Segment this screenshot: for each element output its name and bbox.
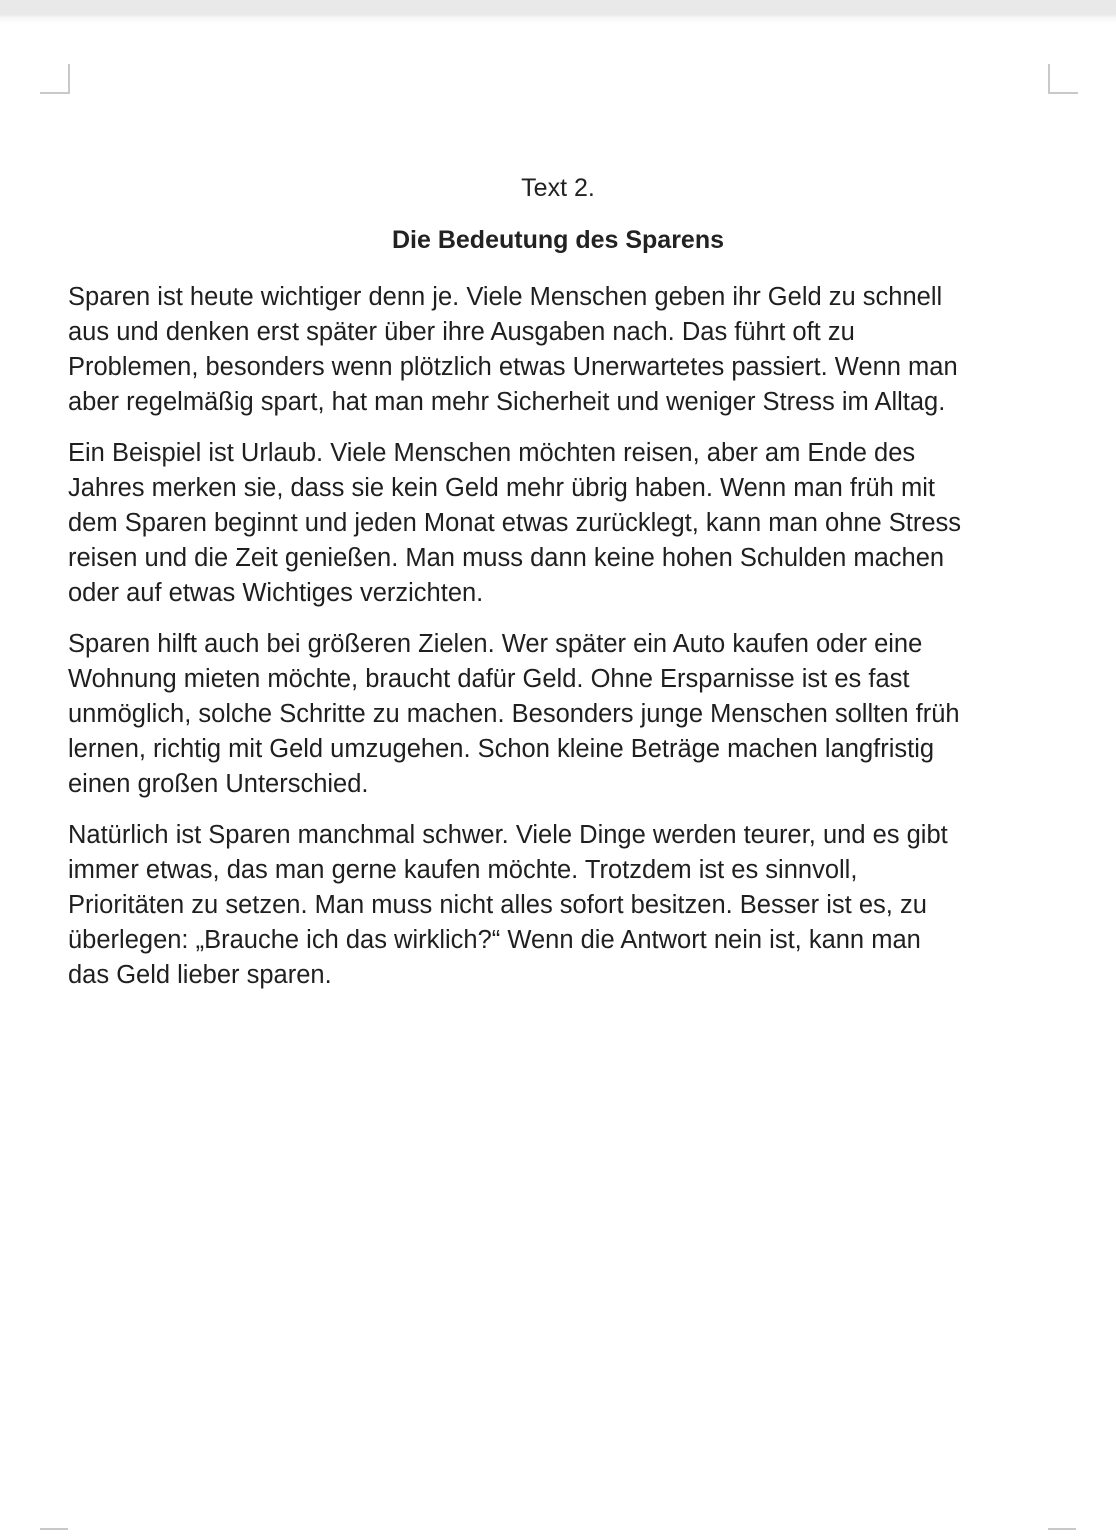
- text-line: aber regelmäßig spart, hat man mehr Sicherheit und weniger Stress im Alltag.: [68, 388, 946, 416]
- text-line: unmöglich, solche Schritte zu machen. Besonders junge Menschen sollten früh: [68, 700, 960, 728]
- text-line: Sparen hilft auch bei größeren Zielen. Wer später ein Auto kaufen oder eine: [68, 630, 923, 658]
- crop-mark-bottom-right: [1048, 1528, 1076, 1536]
- text-line: Prioritäten zu setzen. Man muss nicht alles sofort besitzen. Besser ist es, zu: [68, 891, 927, 919]
- text-line: einen großen Unterschied.: [68, 770, 369, 798]
- text-line: oder auf etwas Wichtiges verzichten.: [68, 579, 484, 607]
- text-line: Natürlich ist Sparen manchmal schwer. Viele Dinge werden teurer, und es gibt: [68, 821, 948, 849]
- text-line: Problemen, besonders wenn plötzlich etwas Unerwartetes passiert. Wenn man: [68, 353, 958, 381]
- paragraph-2: [68, 436, 1053, 611]
- document-title: Die Bedeutung des Sparens: [391, 226, 725, 254]
- crop-mark-top-right: [1048, 64, 1078, 94]
- paragraph-1: [68, 280, 1053, 420]
- text-line: Jahres merken sie, dass sie kein Geld mehr übrig haben. Wenn man früh mit: [68, 474, 935, 502]
- text-line: das Geld lieber sparen.: [68, 961, 332, 989]
- crop-mark-top-left: [40, 64, 70, 94]
- viewer-top-strip: [0, 0, 1116, 24]
- paragraph-4: [68, 818, 1053, 993]
- text-line: Wohnung mieten möchte, braucht dafür Geld. Ohne Ersparnisse ist es fast: [68, 665, 910, 693]
- text-line: überlegen: „Brauche ich das wirklich?“ Wenn die Antwort nein ist, kann man: [68, 926, 921, 954]
- text-line: aus und denken erst später über ihre Ausgaben nach. Das führt oft zu: [68, 318, 855, 346]
- document-subtitle: Text 2.: [521, 174, 595, 202]
- text-line: dem Sparen beginnt und jeden Monat etwas zurücklegt, kann man ohne Stress: [68, 509, 962, 537]
- text-line: lernen, richtig mit Geld umzugehen. Schon kleine Beträge machen langfristig: [68, 735, 935, 763]
- text-line: immer etwas, das man gerne kaufen möchte. Trotzdem ist es sinnvoll,: [68, 856, 858, 884]
- document-body: [68, 280, 1053, 1009]
- text-line: reisen und die Zeit genießen. Man muss dann keine hohen Schulden machen: [68, 544, 945, 572]
- text-line: Ein Beispiel ist Urlaub. Viele Menschen möchten reisen, aber am Ende des: [68, 439, 916, 467]
- crop-mark-bottom-left: [40, 1528, 68, 1536]
- paragraph-3: [68, 627, 1053, 802]
- text-line: Sparen ist heute wichtiger denn je. Viele Menschen geben ihr Geld zu schnell: [68, 283, 943, 311]
